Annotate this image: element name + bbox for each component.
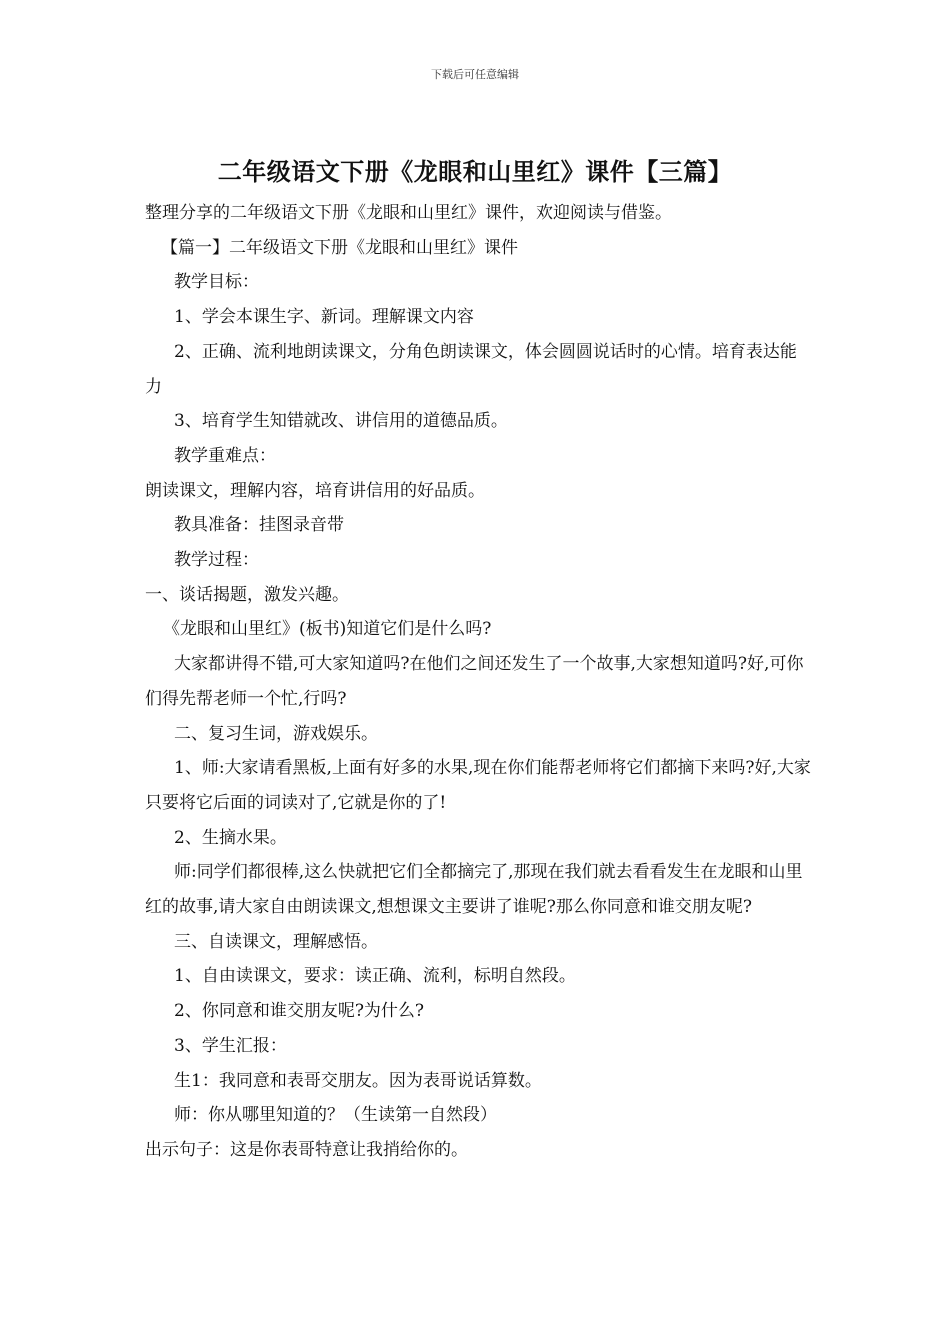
paragraph: 生1：我同意和表哥交朋友。因为表哥说话算数。: [174, 1070, 542, 1091]
paragraph: 教学重难点：: [174, 445, 276, 466]
paragraph: 1、学会本课生字、新词。理解课文内容: [174, 307, 474, 328]
header-note: 下载后可任意编辑: [431, 68, 519, 81]
paragraph: 教学过程：: [174, 550, 259, 571]
paragraph: 2、你同意和谁交朋友呢?为什么?: [174, 1001, 425, 1022]
paragraph: 3、学生汇报：: [174, 1035, 287, 1056]
paragraph: 1、自由读课文，要求：读正确、流利，标明自然段。: [174, 966, 576, 987]
paragraph: 2、生摘水果。: [174, 827, 287, 848]
document-title: 二年级语文下册《龙眼和山里红》课件【三篇】: [217, 157, 733, 186]
paragraph: 大家都讲得不错,可大家知道吗?在他们之间还发生了一个故事,大家想知道吗?好,可你们得先帮老师一个忙,行吗?: [145, 654, 804, 709]
paragraph: 三、自读课文，理解感悟。: [174, 931, 378, 952]
paragraph: 教学目标：: [174, 272, 259, 293]
paragraph: 一、谈话揭题，激发兴趣。: [145, 584, 349, 605]
paragraph: 师：你从哪里知道的？（生读第一自然段）: [174, 1105, 497, 1126]
paragraph: 3、培育学生知错就改、讲信用的道德品质。: [174, 411, 508, 432]
paragraph: 师:同学们都很棒,这么快就把它们全都摘完了,那现在我们就去看看发生在龙眼和山里红的故事,请大家自由朗读课文,想想课文主要讲了谁呢?那么你同意和谁交朋友呢?: [145, 862, 803, 918]
paragraph: 二、复习生词，游戏娱乐。: [174, 723, 378, 744]
paragraph: 教具准备：挂图录音带: [174, 515, 344, 536]
section-heading: 【篇一】二年级语文下册《龙眼和山里红》课件: [161, 237, 518, 258]
paragraph: 《龙眼和山里红》(板书)知道它们是什么吗?: [163, 619, 492, 640]
document-body: [145, 196, 813, 1168]
paragraph: 出示句子：这是你表哥特意让我捎给你的。: [145, 1139, 468, 1160]
paragraph: 整理分享的二年级语文下册《龙眼和山里红》课件，欢迎阅读与借鉴。: [145, 203, 672, 223]
paragraph: 1、师:大家请看黑板,上面有好多的水果,现在你们能帮老师将它们都摘下来吗?好,大家只要将它后面的词读对了,它就是你的了!: [145, 758, 811, 813]
paragraph: 2、正确、流利地朗读课文，分角色朗读课文，体会圆圆说话时的心情。培育表达能力: [145, 341, 797, 397]
paragraph: 朗读课文，理解内容，培育讲信用的好品质。: [145, 480, 485, 501]
